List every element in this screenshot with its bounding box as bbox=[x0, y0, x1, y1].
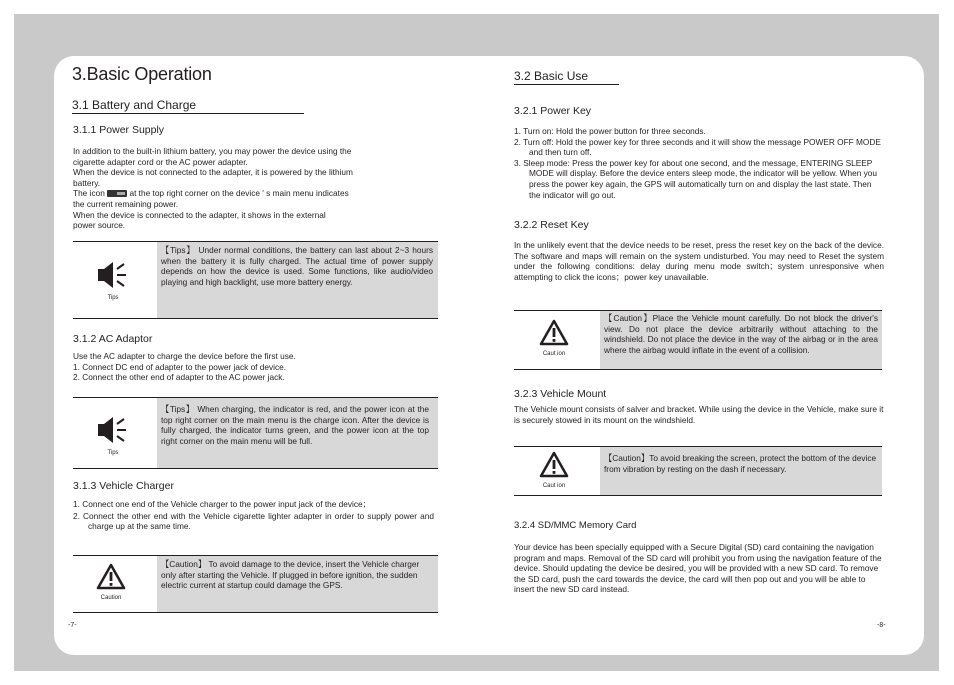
power-key-item: 2. Turn off: Hold the power key for three seconds and it will show the message POWER OFF MODE and then turn off. bbox=[514, 136, 881, 158]
tips-box-battery bbox=[73, 241, 438, 319]
power-key-item: 1. Turn on: Hold the power button for three seconds. bbox=[514, 126, 706, 136]
speaker-icon bbox=[96, 260, 130, 290]
warning-triangle-icon bbox=[539, 319, 569, 346]
page-title: 3.Basic Operation bbox=[72, 64, 212, 84]
caution-label: Caut ion bbox=[542, 483, 566, 489]
caution-icon bbox=[91, 563, 131, 601]
reset-key-text: In the unlikely event that the device needs to be reset, press the reset key on the back of the device. The software and maps will remain on the system undisturbed. You may need to Reset the system under the following conditions: delay during menu mode switch；system unresponsive when attempting to click the icons；power key unavailable. bbox=[514, 240, 884, 282]
caution-text: 【Caution】Place the Vehicle mount carefully. Do not block the driver's view. Do not place the device arbitrarily without attaching to the windshield. Do not place the device in the way of the airbag or in the area where the airbag would inflate in the event of a collision. bbox=[604, 313, 878, 355]
ac-adaptor-line: Use the AC adapter to charge the device before the first use. bbox=[73, 351, 296, 361]
reset-key-body bbox=[514, 240, 884, 282]
heading-reset-key: 3.2.2 Reset Key bbox=[514, 219, 589, 231]
warning-triangle-icon bbox=[539, 451, 569, 478]
heading-sd-card: 3.2.4 SD/MMC Memory Card bbox=[514, 520, 637, 531]
warning-triangle-icon bbox=[96, 563, 126, 590]
caution-box-charger bbox=[73, 555, 438, 613]
power-supply-line: cigarette adapter cord or the AC power adapter. bbox=[73, 156, 248, 167]
power-supply-line: power source. bbox=[73, 220, 126, 231]
caution-icon bbox=[534, 319, 574, 357]
heading-power-supply: 3.1.1 Power Supply bbox=[73, 124, 165, 136]
caution-box-mount bbox=[514, 310, 882, 370]
power-key-body bbox=[514, 126, 884, 200]
section-heading-basic-use bbox=[514, 69, 619, 85]
sd-card-text: Your device has been specially equipped with a Secure Digital (SD) card containing the navigation program and maps. Removal of the SD card will prohibit you from using the navigation feature of the device. Should updating the device be desired, you will be provided with a new SD card. To remove the SD card, push the card towards the device, the card will then pop out and you will be able to insert the new SD card instead. bbox=[514, 542, 882, 595]
vehicle-mount-text: The Vehicle mount consists of salver and bracket. While using the device in the Vehicle, make sure it is securely stowed in its mount on the windshield. bbox=[514, 404, 884, 425]
tips-text: 【Tips】 Under normal conditions, the battery can last about 2~3 hours when the battery it is fully charged. The actual time of power supply depends on how the device is used. Some functions, like audio/video playing and high backlight, use more battery energy. bbox=[161, 245, 433, 287]
page-number-right: -8- bbox=[877, 622, 886, 629]
vehicle-charger-item: 2. Connect the other end with the Vehicle cigarette lighter adapter in order to supply power and charge up at the same time. bbox=[73, 510, 434, 532]
power-supply-line: In addition to the built-in lithium battery, you may power the device using the bbox=[73, 146, 352, 156]
vehicle-mount-body bbox=[514, 404, 886, 425]
tips-text: 【Tips】 When charging, the indicator is red, and the power icon at the top right corner on the main menu is the charge icon. After the device is fully charged, the indicator turns green, and the power icon at the top right corner on the main menu will be full. bbox=[161, 404, 429, 446]
section-heading-basic-use-text: 3.2 Basic Use bbox=[514, 69, 589, 83]
ac-adaptor-line: 1. Connect DC end of adapter to the power jack of device. bbox=[73, 361, 287, 372]
vehicle-charger-body bbox=[73, 499, 434, 532]
heading-vehicle-mount: 3.2.3 Vehicle Mount bbox=[514, 388, 607, 400]
power-supply-line: When the device is connected to the adapter, it shows in the external bbox=[73, 209, 326, 220]
power-supply-icon-line bbox=[73, 188, 441, 199]
icon-line-after: at the top right corner on the device ' s main menu indicates bbox=[129, 188, 349, 199]
vehicle-charger-item: 1. Connect one end of the Vehicle charger to the power input jack of the device； bbox=[73, 499, 371, 509]
tips-box-charging bbox=[73, 397, 438, 469]
power-supply-line: battery. bbox=[73, 177, 101, 188]
caution-text: 【Caution】 To avoid damage to the device, insert the Vehicle charger only after starting the Vehicle. If plugged in before ignition, the sudden electric current at startup could damage the GPS. bbox=[161, 559, 420, 591]
tips-icon bbox=[93, 260, 133, 301]
page-number-left: -7- bbox=[68, 622, 77, 629]
heading-vehicle-charger: 3.1.3 Vehicle Charger bbox=[73, 480, 174, 492]
ac-adaptor-line: 2. Connect the other end of adapter to the AC power jack. bbox=[73, 372, 285, 383]
tips-label: Tips bbox=[107, 295, 119, 301]
caution-label: Caut ion bbox=[542, 351, 566, 357]
power-key-item: 3. Sleep mode: Press the power key for about one second, and the message, ENTERING SLEEP MODE will display. Before the device enters sleep mode, the indicator will be yellow. When you press the power key again, the GPS will automatically turn on and display the last state. Then the indicator will go out. bbox=[514, 157, 878, 200]
speaker-icon bbox=[96, 415, 130, 445]
icon-line-before: The icon bbox=[73, 188, 105, 199]
tips-label: Tips bbox=[107, 450, 119, 456]
tips-icon bbox=[93, 415, 133, 456]
power-supply-body bbox=[73, 146, 441, 231]
caution-text: 【Caution】To avoid breaking the screen, protect the bottom of the device from vibration by resting on the dash if necessary. bbox=[604, 453, 877, 474]
power-supply-line: When the device is not connected to the adapter, it is powered by the lithium bbox=[73, 167, 353, 178]
section-heading-battery-text: 3.1 Battery and Charge bbox=[72, 98, 197, 112]
sd-card-body bbox=[514, 542, 888, 595]
battery-icon bbox=[107, 190, 127, 197]
power-supply-line: the current remaining power. bbox=[73, 198, 179, 209]
section-heading-battery bbox=[72, 98, 304, 114]
caution-label: Caution bbox=[100, 595, 122, 601]
caution-box-screen bbox=[514, 446, 882, 496]
ac-adaptor-body bbox=[73, 351, 441, 383]
caution-icon bbox=[534, 451, 574, 489]
heading-ac-adaptor: 3.1.2 AC Adaptor bbox=[73, 333, 153, 345]
heading-power-key: 3.2.1 Power Key bbox=[514, 105, 592, 117]
